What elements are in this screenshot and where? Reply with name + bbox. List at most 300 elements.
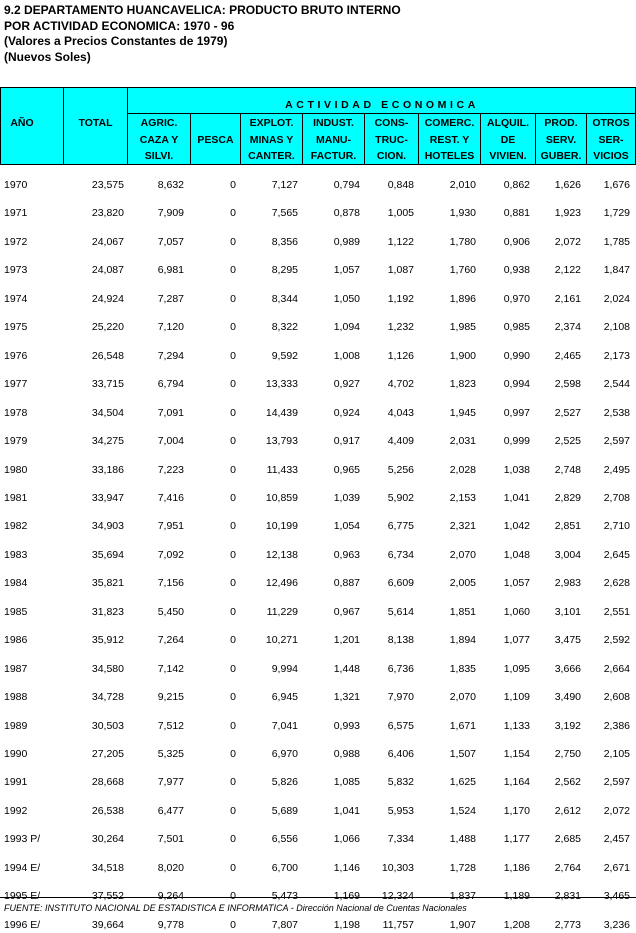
cell-year: 1994 E/ <box>4 861 41 874</box>
cell-year: 1982 <box>4 520 28 533</box>
cell-indust: 1,039 <box>333 491 360 504</box>
cell-explot: 13,793 <box>265 435 298 448</box>
cell-otros: 1,676 <box>603 179 630 191</box>
table-row <box>0 563 636 591</box>
table-row <box>0 706 636 734</box>
cell-construccion: 7,970 <box>387 691 414 704</box>
cell-comercio: 1,488 <box>449 833 476 846</box>
cell-alquiler: 0,999 <box>503 435 530 448</box>
cell-prod-serv: 1,626 <box>554 179 581 191</box>
cell-alquiler: 0,970 <box>503 292 530 305</box>
cell-prod-serv: 3,490 <box>554 691 581 704</box>
cell-comercio: 1,985 <box>449 321 476 334</box>
cell-agric: 7,091 <box>157 406 184 419</box>
cell-total: 27,205 <box>91 748 124 760</box>
cell-construccion: 6,734 <box>387 548 414 561</box>
table-title-block <box>4 3 401 65</box>
cell-pesca: 0 <box>230 691 236 704</box>
cell-indust: 1,198 <box>333 918 360 931</box>
cell-explot: 14,439 <box>265 406 298 419</box>
cell-otros: 1,729 <box>603 207 630 220</box>
cell-comercio: 1,507 <box>449 748 476 760</box>
cell-pesca: 0 <box>230 719 236 732</box>
cell-pesca: 0 <box>230 264 236 277</box>
source-note: FUENTE: INSTITUTO NACIONAL DE ESTADISTICA E INFORMATICA - Dirección Nacional de Cuentas Nacionales <box>4 903 467 913</box>
cell-comercio: 2,070 <box>449 691 476 704</box>
cell-year: 1985 <box>4 605 28 618</box>
header-year: AÑO <box>10 117 34 129</box>
cell-comercio: 1,851 <box>449 605 476 618</box>
cell-year: 1989 <box>4 719 28 732</box>
cell-prod-serv: 2,750 <box>554 748 581 760</box>
cell-otros: 2,608 <box>603 691 630 704</box>
cell-construccion: 6,775 <box>387 520 414 533</box>
cell-construccion: 5,953 <box>387 804 414 817</box>
header-total: TOTAL <box>78 117 113 129</box>
cell-prod-serv: 2,773 <box>554 918 581 931</box>
cell-indust: 1,041 <box>333 804 360 817</box>
table-row <box>0 336 636 364</box>
cell-explot: 6,945 <box>271 691 298 704</box>
cell-indust: 0,887 <box>333 577 360 590</box>
cell-otros: 2,664 <box>603 662 630 675</box>
cell-otros: 2,628 <box>603 577 630 590</box>
cell-year: 1974 <box>4 292 28 305</box>
cell-agric: 7,223 <box>157 463 184 476</box>
cell-agric: 7,092 <box>157 548 184 561</box>
cell-comercio: 1,896 <box>449 292 476 305</box>
cell-pesca: 0 <box>230 634 236 647</box>
cell-total: 33,947 <box>91 491 124 504</box>
cell-construccion: 7,334 <box>387 833 414 846</box>
cell-construccion: 1,087 <box>387 264 414 277</box>
cell-comercio: 2,321 <box>449 520 476 533</box>
cell-agric: 7,120 <box>157 321 184 334</box>
cell-pesca: 0 <box>230 918 236 931</box>
cell-pesca: 0 <box>230 748 236 760</box>
cell-pesca: 0 <box>230 292 236 305</box>
cell-agric: 7,909 <box>157 207 184 220</box>
cell-comercio: 1,835 <box>449 662 476 675</box>
cell-indust: 0,993 <box>333 719 360 732</box>
cell-prod-serv: 2,525 <box>554 435 581 448</box>
cell-construccion: 1,192 <box>387 292 414 305</box>
cell-total: 26,538 <box>91 804 124 817</box>
cell-pesca: 0 <box>230 520 236 533</box>
cell-alquiler: 1,048 <box>503 548 530 561</box>
cell-indust: 0,794 <box>333 179 360 191</box>
cell-alquiler: 0,997 <box>503 406 530 419</box>
cell-comercio: 1,671 <box>449 719 476 732</box>
table-row <box>0 791 636 819</box>
cell-alquiler: 1,186 <box>503 861 530 874</box>
cell-year: 1983 <box>4 548 28 561</box>
cell-otros: 2,386 <box>603 719 630 732</box>
cell-pesca: 0 <box>230 861 236 874</box>
header-activity: ACTIVIDAD ECONOMICA <box>285 99 479 111</box>
cell-agric: 7,294 <box>157 349 184 362</box>
cell-total: 34,728 <box>91 691 124 704</box>
cell-indust: 0,878 <box>333 207 360 220</box>
cell-explot: 6,556 <box>271 833 298 846</box>
cell-year: 1978 <box>4 406 28 419</box>
cell-year: 1991 <box>4 776 28 789</box>
cell-pesca: 0 <box>230 235 236 248</box>
cell-alquiler: 1,177 <box>503 833 530 846</box>
cell-explot: 13,333 <box>265 378 298 391</box>
cell-total: 34,504 <box>91 406 124 419</box>
cell-indust: 1,050 <box>333 292 360 305</box>
cell-total: 34,903 <box>91 520 124 533</box>
cell-indust: 0,963 <box>333 548 360 561</box>
cell-construccion: 5,614 <box>387 605 414 618</box>
cell-construccion: 8,138 <box>387 634 414 647</box>
cell-total: 30,503 <box>91 719 124 732</box>
cell-indust: 0,989 <box>333 235 360 248</box>
cell-pesca: 0 <box>230 548 236 561</box>
cell-total: 35,821 <box>91 577 124 590</box>
cell-explot: 8,295 <box>271 264 298 277</box>
cell-pesca: 0 <box>230 349 236 362</box>
cell-explot: 12,496 <box>265 577 298 590</box>
cell-comercio: 1,780 <box>449 235 476 248</box>
cell-total: 31,823 <box>91 605 124 618</box>
cell-agric: 9,215 <box>157 691 184 704</box>
cell-indust: 1,448 <box>333 662 360 675</box>
cell-alquiler: 1,164 <box>503 776 530 789</box>
header-col-agric: AGRIC. CAZA Y SILVI. <box>139 117 179 162</box>
table-row <box>0 819 636 847</box>
cell-pesca: 0 <box>230 378 236 391</box>
cell-construccion: 1,232 <box>387 321 414 334</box>
cell-otros: 2,173 <box>603 349 630 362</box>
cell-otros: 2,551 <box>603 605 630 618</box>
header-col-pesca: PESCA <box>197 133 234 146</box>
cell-prod-serv: 2,374 <box>554 321 581 334</box>
cell-prod-serv: 2,072 <box>554 235 581 248</box>
cell-agric: 6,981 <box>157 264 184 277</box>
table-row <box>0 222 636 250</box>
cell-total: 24,924 <box>91 292 124 305</box>
cell-explot: 6,970 <box>271 748 298 760</box>
cell-comercio: 1,823 <box>449 378 476 391</box>
cell-explot: 5,689 <box>271 804 298 817</box>
header-col-prod-serv: PROD. SERV. GUBER. <box>540 117 582 162</box>
cell-year: 1972 <box>4 235 28 248</box>
cell-indust: 1,057 <box>333 264 360 277</box>
cell-total: 34,580 <box>91 662 124 675</box>
cell-prod-serv: 2,527 <box>554 406 581 419</box>
cell-explot: 9,592 <box>271 349 298 362</box>
cell-comercio: 2,153 <box>449 491 476 504</box>
table-header <box>0 87 636 165</box>
cell-year: 1993 P/ <box>4 833 41 846</box>
cell-comercio: 1,907 <box>449 918 476 931</box>
table-row <box>0 193 636 221</box>
cell-total: 24,067 <box>91 235 124 248</box>
cell-alquiler: 0,881 <box>503 207 530 220</box>
cell-comercio: 1,524 <box>449 804 476 817</box>
cell-otros: 2,597 <box>603 435 630 448</box>
cell-pesca: 0 <box>230 463 236 476</box>
title-line-2: POR ACTIVIDAD ECONOMICA: 1970 - 96 <box>4 18 235 33</box>
cell-total: 24,087 <box>91 264 124 277</box>
cell-alquiler: 1,095 <box>503 662 530 675</box>
cell-pesca: 0 <box>230 833 236 846</box>
cell-pesca: 0 <box>230 804 236 817</box>
cell-pesca: 0 <box>230 406 236 419</box>
cell-agric: 8,632 <box>157 179 184 191</box>
cell-prod-serv: 2,748 <box>554 463 581 476</box>
cell-explot: 12,138 <box>265 548 298 561</box>
cell-otros: 3,236 <box>603 918 630 931</box>
table-row <box>0 535 636 563</box>
cell-pesca: 0 <box>230 577 236 590</box>
cell-year: 1986 <box>4 634 28 647</box>
cell-agric: 7,142 <box>157 662 184 675</box>
cell-comercio: 1,900 <box>449 349 476 362</box>
header-top-border <box>0 87 636 88</box>
cell-indust: 1,094 <box>333 321 360 334</box>
cell-indust: 1,054 <box>333 520 360 533</box>
cell-otros: 2,495 <box>603 463 630 476</box>
cell-agric: 9,778 <box>157 918 184 931</box>
header-col-indust: INDUST. MANU- FACTUR. <box>310 117 357 162</box>
cell-prod-serv: 3,004 <box>554 548 581 561</box>
cell-prod-serv: 3,192 <box>554 719 581 732</box>
cell-construccion: 11,757 <box>382 918 414 931</box>
cell-indust: 1,008 <box>333 349 360 362</box>
cell-year: 1990 <box>4 748 28 760</box>
cell-alquiler: 1,042 <box>503 520 530 533</box>
cell-pesca: 0 <box>230 662 236 675</box>
cell-total: 23,820 <box>91 207 124 220</box>
cell-prod-serv: 2,161 <box>554 292 581 305</box>
cell-total: 35,912 <box>91 634 124 647</box>
cell-year: 1970 <box>4 179 28 191</box>
cell-agric: 7,951 <box>157 520 184 533</box>
cell-otros: 2,544 <box>603 378 630 391</box>
header-col-construccion: CONS- TRUC- CION. <box>374 117 409 162</box>
cell-explot: 5,826 <box>271 776 298 789</box>
cell-otros: 2,072 <box>603 804 630 817</box>
cell-otros: 2,538 <box>603 406 630 419</box>
cell-explot: 8,356 <box>271 235 298 248</box>
cell-explot: 10,199 <box>265 520 298 533</box>
cell-prod-serv: 2,764 <box>554 861 581 874</box>
cell-alquiler: 0,862 <box>503 179 530 191</box>
cell-year: 1988 <box>4 691 28 704</box>
table-row <box>0 734 636 762</box>
cell-total: 33,186 <box>91 463 124 476</box>
cell-explot: 7,041 <box>271 719 298 732</box>
table-row <box>0 393 636 421</box>
cell-prod-serv: 2,685 <box>554 833 581 846</box>
cell-alquiler: 1,109 <box>503 691 530 704</box>
cell-year: 1981 <box>4 491 28 504</box>
cell-indust: 0,988 <box>333 748 360 760</box>
cell-year: 1976 <box>4 349 28 362</box>
cell-prod-serv: 2,851 <box>554 520 581 533</box>
cell-construccion: 5,832 <box>387 776 414 789</box>
cell-pesca: 0 <box>230 491 236 504</box>
cell-otros: 2,710 <box>603 520 630 533</box>
cell-construccion: 5,256 <box>387 463 414 476</box>
title-line-3: (Valores a Precios Constantes de 1979) <box>4 34 228 48</box>
cell-construccion: 1,005 <box>387 207 414 220</box>
table-row <box>0 478 636 506</box>
table-row <box>0 677 636 705</box>
table-row <box>0 250 636 278</box>
cell-alquiler: 1,154 <box>503 748 530 760</box>
cell-indust: 0,965 <box>333 463 360 476</box>
table-row <box>0 364 636 392</box>
cell-agric: 6,477 <box>157 804 184 817</box>
cell-alquiler: 1,060 <box>503 605 530 618</box>
cell-construccion: 1,122 <box>387 235 414 248</box>
cell-indust: 1,066 <box>333 833 360 846</box>
cell-explot: 11,433 <box>266 463 298 476</box>
cell-explot: 7,565 <box>271 207 298 220</box>
cell-total: 28,668 <box>91 776 124 789</box>
cell-comercio: 2,028 <box>449 463 476 476</box>
cell-total: 26,548 <box>91 349 124 362</box>
cell-agric: 6,794 <box>157 378 184 391</box>
cell-year: 1996 E/ <box>4 918 41 931</box>
cell-comercio: 1,728 <box>449 861 476 874</box>
cell-comercio: 2,005 <box>449 577 476 590</box>
cell-total: 23,575 <box>91 179 124 191</box>
cell-otros: 2,708 <box>603 491 630 504</box>
cell-agric: 7,977 <box>157 776 184 789</box>
cell-construccion: 6,609 <box>387 577 414 590</box>
table-row <box>0 506 636 534</box>
cell-construccion: 6,406 <box>387 748 414 760</box>
cell-alquiler: 1,077 <box>503 634 530 647</box>
cell-year: 1980 <box>4 463 28 476</box>
cell-alquiler: 1,038 <box>503 463 530 476</box>
cell-otros: 2,597 <box>603 776 630 789</box>
cell-explot: 10,271 <box>265 634 298 647</box>
table-row <box>0 279 636 307</box>
cell-construccion: 4,702 <box>387 378 414 391</box>
cell-year: 1971 <box>4 207 28 220</box>
cell-total: 25,220 <box>91 321 124 334</box>
cell-agric: 7,512 <box>157 719 184 732</box>
cell-prod-serv: 2,465 <box>554 349 581 362</box>
cell-explot: 8,322 <box>271 321 298 334</box>
header-col-explot: EXPLOT. MINAS Y CANTER. <box>248 117 295 162</box>
activity-divider <box>128 113 636 114</box>
cell-pesca: 0 <box>230 435 236 448</box>
cell-construccion: 5,902 <box>387 491 414 504</box>
cell-alquiler: 1,057 <box>503 577 530 590</box>
header-col-alquiler: ALQUIL. DE VIVIEN. <box>487 117 529 162</box>
cell-comercio: 2,031 <box>449 435 476 448</box>
cell-year: 1975 <box>4 321 28 334</box>
cell-year: 1992 <box>4 804 28 817</box>
cell-alquiler: 1,041 <box>503 491 530 504</box>
cell-prod-serv: 2,983 <box>554 577 581 590</box>
cell-indust: 1,085 <box>333 776 360 789</box>
cell-indust: 1,146 <box>333 861 360 874</box>
cell-agric: 7,501 <box>157 833 184 846</box>
cell-otros: 1,847 <box>603 264 630 277</box>
cell-construccion: 4,043 <box>387 406 414 419</box>
title-line-4: (Nuevos Soles) <box>4 49 91 64</box>
cell-indust: 1,321 <box>333 691 360 704</box>
table-row <box>0 762 636 790</box>
cell-comercio: 1,894 <box>449 634 476 647</box>
cell-total: 35,694 <box>91 548 124 561</box>
cell-agric: 7,287 <box>157 292 184 305</box>
cell-agric: 7,004 <box>157 435 184 448</box>
cell-explot: 9,994 <box>271 662 298 675</box>
cell-prod-serv: 2,612 <box>554 804 581 817</box>
cell-total: 30,264 <box>91 833 124 846</box>
cell-pesca: 0 <box>230 207 236 220</box>
cell-year: 1984 <box>4 577 28 590</box>
cell-agric: 8,020 <box>157 861 184 874</box>
cell-total: 39,664 <box>91 918 124 931</box>
cell-otros: 2,457 <box>603 833 630 846</box>
cell-total: 33,715 <box>91 378 124 391</box>
cell-construccion: 6,575 <box>387 719 414 732</box>
cell-alquiler: 1,133 <box>503 719 530 732</box>
header-col-otros: OTROS SER- VICIOS <box>592 117 630 162</box>
cell-indust: 0,917 <box>333 435 360 448</box>
table-row <box>0 620 636 648</box>
cell-alquiler: 0,994 <box>503 378 530 391</box>
table-row <box>0 876 636 904</box>
table-row <box>0 165 636 193</box>
table-row <box>0 421 636 449</box>
table-row <box>0 649 636 677</box>
cell-pesca: 0 <box>230 179 236 191</box>
cell-comercio: 2,010 <box>449 179 476 191</box>
table-row <box>0 592 636 620</box>
cell-comercio: 1,945 <box>449 406 476 419</box>
cell-total: 34,518 <box>91 861 124 874</box>
cell-comercio: 1,625 <box>449 776 476 789</box>
cell-indust: 1,201 <box>333 634 360 647</box>
cell-otros: 2,671 <box>603 861 630 874</box>
cell-pesca: 0 <box>230 321 236 334</box>
cell-prod-serv: 2,122 <box>554 264 581 277</box>
cell-construccion: 10,303 <box>381 861 414 874</box>
cell-explot: 6,700 <box>271 861 298 874</box>
cell-alquiler: 1,208 <box>503 918 530 931</box>
cell-prod-serv: 2,562 <box>554 776 581 789</box>
table-row <box>0 848 636 876</box>
cell-prod-serv: 3,101 <box>554 605 581 618</box>
cell-prod-serv: 3,666 <box>554 662 581 675</box>
cell-agric: 5,450 <box>157 605 184 618</box>
cell-construccion: 1,126 <box>387 349 414 362</box>
title-line-1: 9.2 DEPARTAMENTO HUANCAVELICA: PRODUCTO BRUTO INTERNO <box>4 3 401 17</box>
cell-indust: 0,927 <box>333 378 360 391</box>
cell-construccion: 6,736 <box>387 662 414 675</box>
table-row <box>0 307 636 335</box>
cell-construccion: 0,848 <box>387 179 414 191</box>
table-bottom-border <box>0 897 636 898</box>
cell-explot: 10,859 <box>265 491 298 504</box>
cell-prod-serv: 1,923 <box>554 207 581 220</box>
cell-construccion: 4,409 <box>387 435 414 448</box>
cell-year: 1979 <box>4 435 28 448</box>
table-row <box>0 450 636 478</box>
cell-indust: 0,967 <box>333 605 360 618</box>
